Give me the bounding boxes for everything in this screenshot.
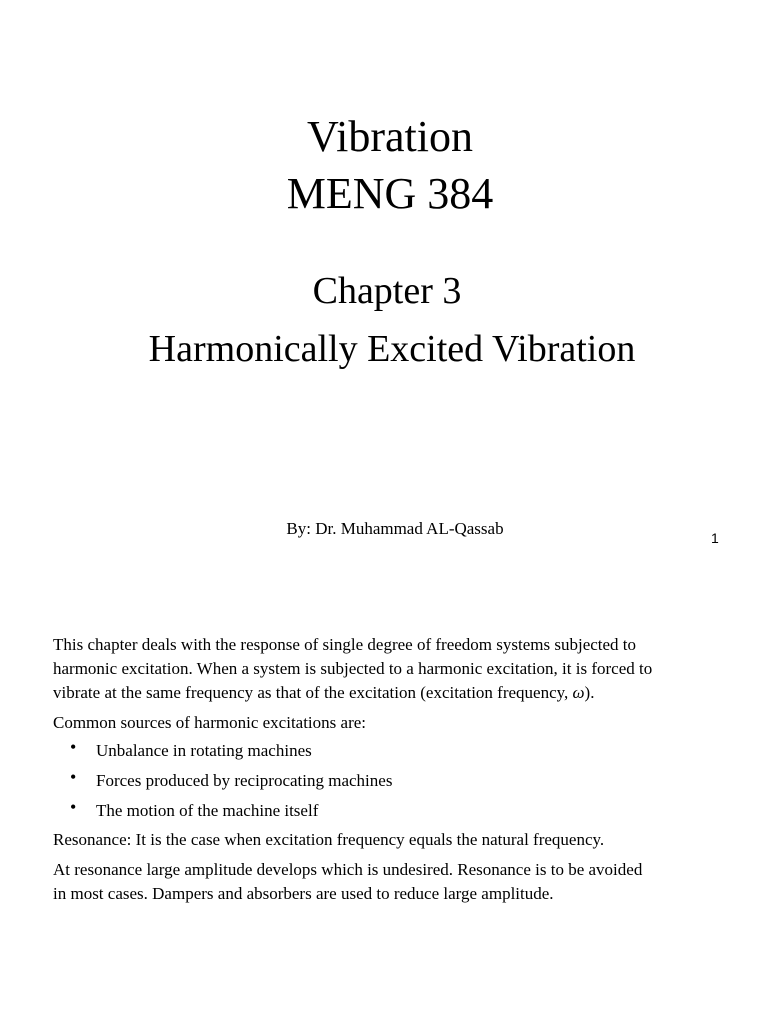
bullet-icon: •	[70, 737, 77, 757]
author-line: By: Dr. Muhammad AL-Qassab	[286, 519, 504, 538]
chapter-number: Chapter 3	[312, 270, 462, 312]
intro-line: harmonic excitation. When a system is subjected to a harmonic excitation, it is forced to	[53, 659, 653, 678]
list-item-text: Unbalance in rotating machines	[96, 741, 312, 760]
intro-line: This chapter deals with the response of single degree of freedom systems subjected to	[53, 635, 637, 654]
sources-list	[70, 739, 670, 829]
bullet-icon: •	[70, 767, 77, 787]
slide-title: Vibration	[307, 112, 473, 161]
list-item	[70, 769, 670, 799]
omega-symbol: ω	[572, 683, 585, 702]
list-item	[70, 799, 670, 829]
intro-line-last	[53, 681, 743, 705]
intro-line-text: vibrate at the same frequency as that of the excitation (excitation frequency,	[53, 683, 573, 702]
slide-number: 1	[711, 530, 719, 546]
list-item-text: Forces produced by reciprocating machines	[96, 771, 393, 790]
course-code: MENG 384	[286, 169, 494, 218]
bullet-icon: •	[70, 797, 77, 817]
sources-heading: Common sources of harmonic excitations are:	[53, 713, 366, 732]
resonance-definition: Resonance: It is the case when excitation frequency equals the natural frequency.	[53, 830, 605, 849]
resonance-note	[53, 858, 743, 906]
list-item	[70, 739, 670, 769]
intro-paragraph	[53, 633, 743, 705]
resonance-note-line: At resonance large amplitude develops which is undesired. Resonance is to be avoided	[53, 860, 643, 879]
list-item-text: The motion of the machine itself	[96, 801, 319, 820]
intro-line-end: ).	[584, 683, 595, 702]
chapter-title: Harmonically Excited Vibration	[148, 328, 636, 370]
resonance-note-line: in most cases. Dampers and absorbers are used to reduce large amplitude.	[53, 884, 554, 903]
